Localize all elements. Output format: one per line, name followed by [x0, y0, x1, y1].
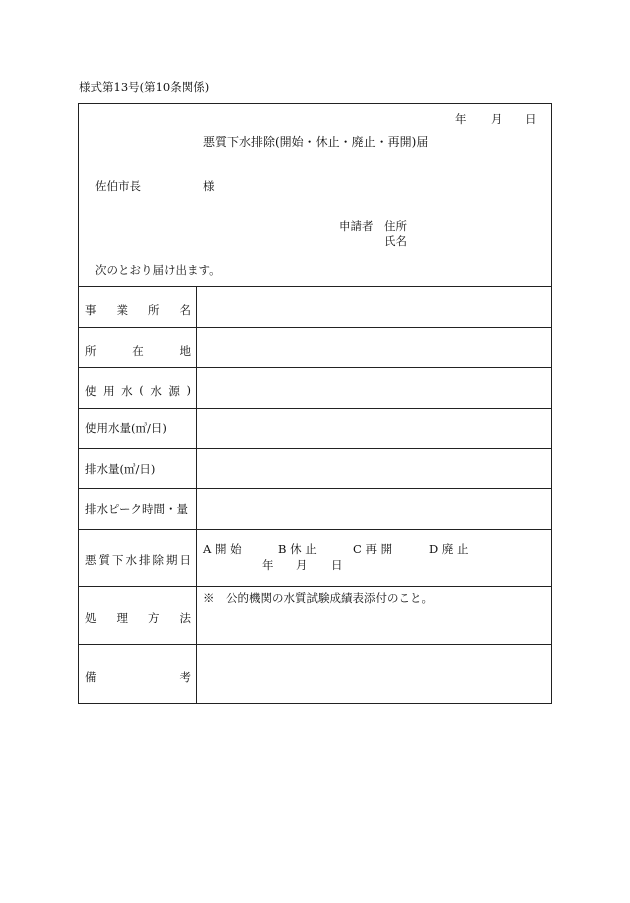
- row-divider: [79, 529, 551, 530]
- treatment-note: ※ 公的機関の水質試験成績表添付のこと。: [203, 591, 433, 605]
- discharge-day-label: 日: [331, 558, 343, 572]
- row-label-location: 所 在 地: [85, 344, 191, 358]
- date-month-label: 月: [491, 112, 503, 126]
- row-divider: [79, 286, 551, 287]
- row-label-business-name: 事 業 所 名: [85, 303, 191, 317]
- row-label-drainage-amount: 排水量(㎥/日): [85, 462, 156, 476]
- row-label-discharge-date: 悪 質 下 水 排 除 期 日: [85, 553, 191, 567]
- applicant-name-label: 氏名: [384, 234, 407, 248]
- option-pause: B 休 止: [278, 542, 317, 556]
- addressee-honorific: 様: [203, 179, 215, 193]
- row-divider: [79, 448, 551, 449]
- option-resume: C 再 開: [353, 542, 393, 556]
- option-abolish: D 廃 止: [429, 542, 469, 556]
- row-divider: [79, 586, 551, 587]
- addressee-name: 佐伯市長: [95, 179, 141, 193]
- application-form: [78, 103, 552, 704]
- row-divider: [79, 408, 551, 409]
- row-divider: [79, 327, 551, 328]
- applicant-label: 申請者: [339, 219, 374, 233]
- row-label-treatment-method: 処 理 方 法: [85, 611, 191, 625]
- discharge-month-label: 月: [296, 558, 308, 572]
- option-start: A 開 始: [203, 542, 242, 556]
- document-title: 悪質下水排除(開始・休止・廃止・再開)届: [203, 135, 429, 149]
- date-year-label: 年: [455, 112, 467, 126]
- row-divider: [79, 367, 551, 368]
- column-divider: [196, 286, 197, 704]
- discharge-year-label: 年: [262, 558, 274, 572]
- row-divider: [79, 488, 551, 489]
- row-label-water-usage: 使用水量(㎥/日): [85, 421, 167, 435]
- form-number: 様式第13号(第10条関係): [79, 80, 210, 94]
- row-divider: [79, 644, 551, 645]
- row-label-remarks: 備 考: [85, 670, 191, 684]
- row-label-water-source: 使 用 水 ( 水 源 ): [85, 383, 191, 398]
- date-day-label: 日: [525, 112, 537, 126]
- row-label-peak-drainage: 排水ピーク時間・量: [85, 502, 189, 516]
- applicant-address-label: 住所: [384, 219, 407, 233]
- intro-text: 次のとおり届け出ます。: [95, 263, 221, 277]
